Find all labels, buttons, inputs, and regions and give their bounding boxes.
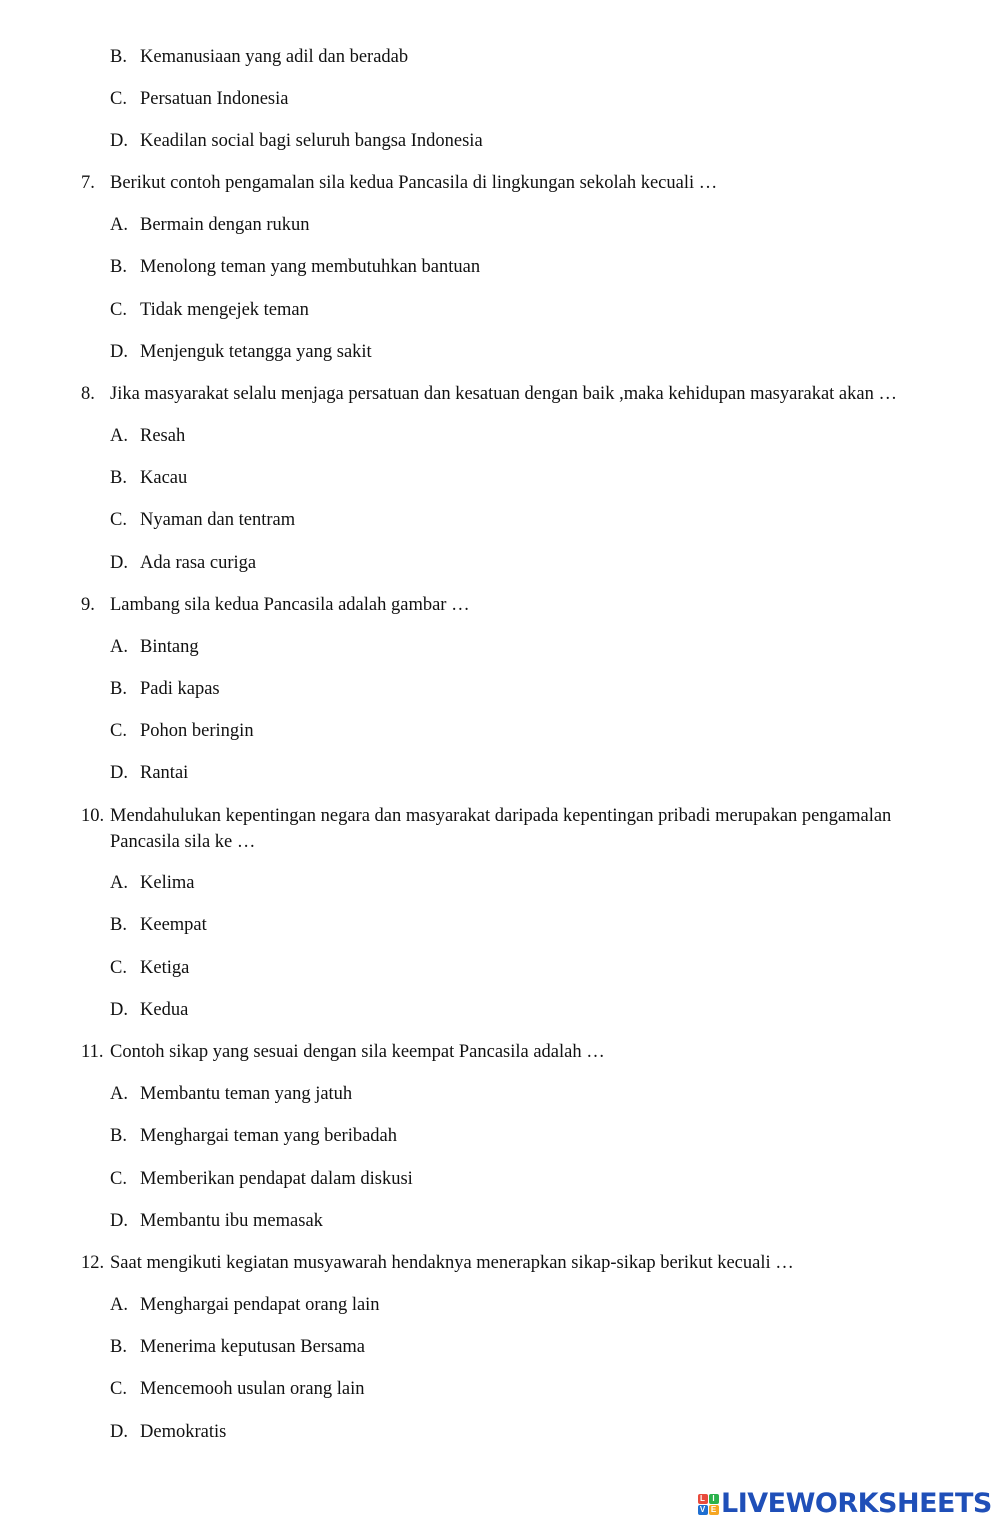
q9-option-c: C. Pohon beringin bbox=[110, 721, 254, 741]
option-c: C. Persatuan Indonesia bbox=[110, 89, 289, 109]
q10-option-c: C. Ketiga bbox=[110, 958, 190, 978]
q10-option-a: A. Kelima bbox=[110, 873, 195, 893]
q11-option-d: D. Membantu ibu memasak bbox=[110, 1211, 323, 1231]
q9-option-d: D. Rantai bbox=[110, 763, 189, 783]
q11-option-b: B. Menghargai teman yang beribadah bbox=[110, 1126, 398, 1146]
question-7: 7. Berikut contoh pengamalan sila kedua Pancasila di lingkungan sekolah kecuali … bbox=[81, 173, 718, 193]
option-d: D. Keadilan social bagi seluruh bangsa Indonesia bbox=[110, 131, 483, 151]
q10-option-b: B. Keempat bbox=[110, 915, 207, 935]
question-9: 9. Lambang sila kedua Pancasila adalah gambar … bbox=[81, 595, 470, 615]
q7-option-b: B. Menolong teman yang membutuhkan bantuan bbox=[110, 257, 481, 277]
q9-option-b: B. Padi kapas bbox=[110, 679, 220, 699]
question-8: 8. Jika masyarakat selalu menjaga persatuan dan kesatuan dengan baik ,maka kehidupan masyarakat akan … bbox=[81, 384, 897, 404]
q8-option-a: A. Resah bbox=[110, 426, 186, 446]
question-10-continuation: Pancasila sila ke … bbox=[110, 832, 256, 852]
q10-option-d: D. Kedua bbox=[110, 1000, 189, 1020]
option-b: B. Kemanusiaan yang adil dan beradab bbox=[110, 47, 409, 67]
liveworksheets-logo-icon: L I V E bbox=[697, 1493, 719, 1515]
q7-option-d: D. Menjenguk tetangga yang sakit bbox=[110, 342, 372, 362]
q8-option-b: B. Kacau bbox=[110, 468, 188, 488]
q11-option-a: A. Membantu teman yang jatuh bbox=[110, 1084, 353, 1104]
q11-option-c: C. Memberikan pendapat dalam diskusi bbox=[110, 1169, 413, 1189]
question-11: 11. Contoh sikap yang sesuai dengan sila keempat Pancasila adalah … bbox=[81, 1042, 605, 1062]
liveworksheets-logo bbox=[697, 1489, 995, 1519]
question-10: 10. Mendahulukan kepentingan negara dan masyarakat daripada kepentingan pribadi merupakan pengamalan bbox=[81, 806, 892, 826]
q12-option-c: C. Mencemooh usulan orang lain bbox=[110, 1379, 365, 1399]
q9-option-a: A. Bintang bbox=[110, 637, 199, 657]
q7-option-c: C. Tidak mengejek teman bbox=[110, 300, 309, 320]
q12-option-b: B. Menerima keputusan Bersama bbox=[110, 1337, 366, 1357]
question-12: 12. Saat mengikuti kegiatan musyawarah hendaknya menerapkan sikap-sikap berikut kecuali … bbox=[81, 1253, 794, 1273]
brand-text: LIVEWORKSHEETS bbox=[721, 1488, 992, 1519]
q12-option-a: A. Menghargai pendapat orang lain bbox=[110, 1295, 380, 1315]
q8-option-d: D. Ada rasa curiga bbox=[110, 553, 257, 573]
q12-option-d: D. Demokratis bbox=[110, 1422, 227, 1442]
q7-option-a: A. Bermain dengan rukun bbox=[110, 215, 310, 235]
q8-option-c: C. Nyaman dan tentram bbox=[110, 510, 296, 530]
